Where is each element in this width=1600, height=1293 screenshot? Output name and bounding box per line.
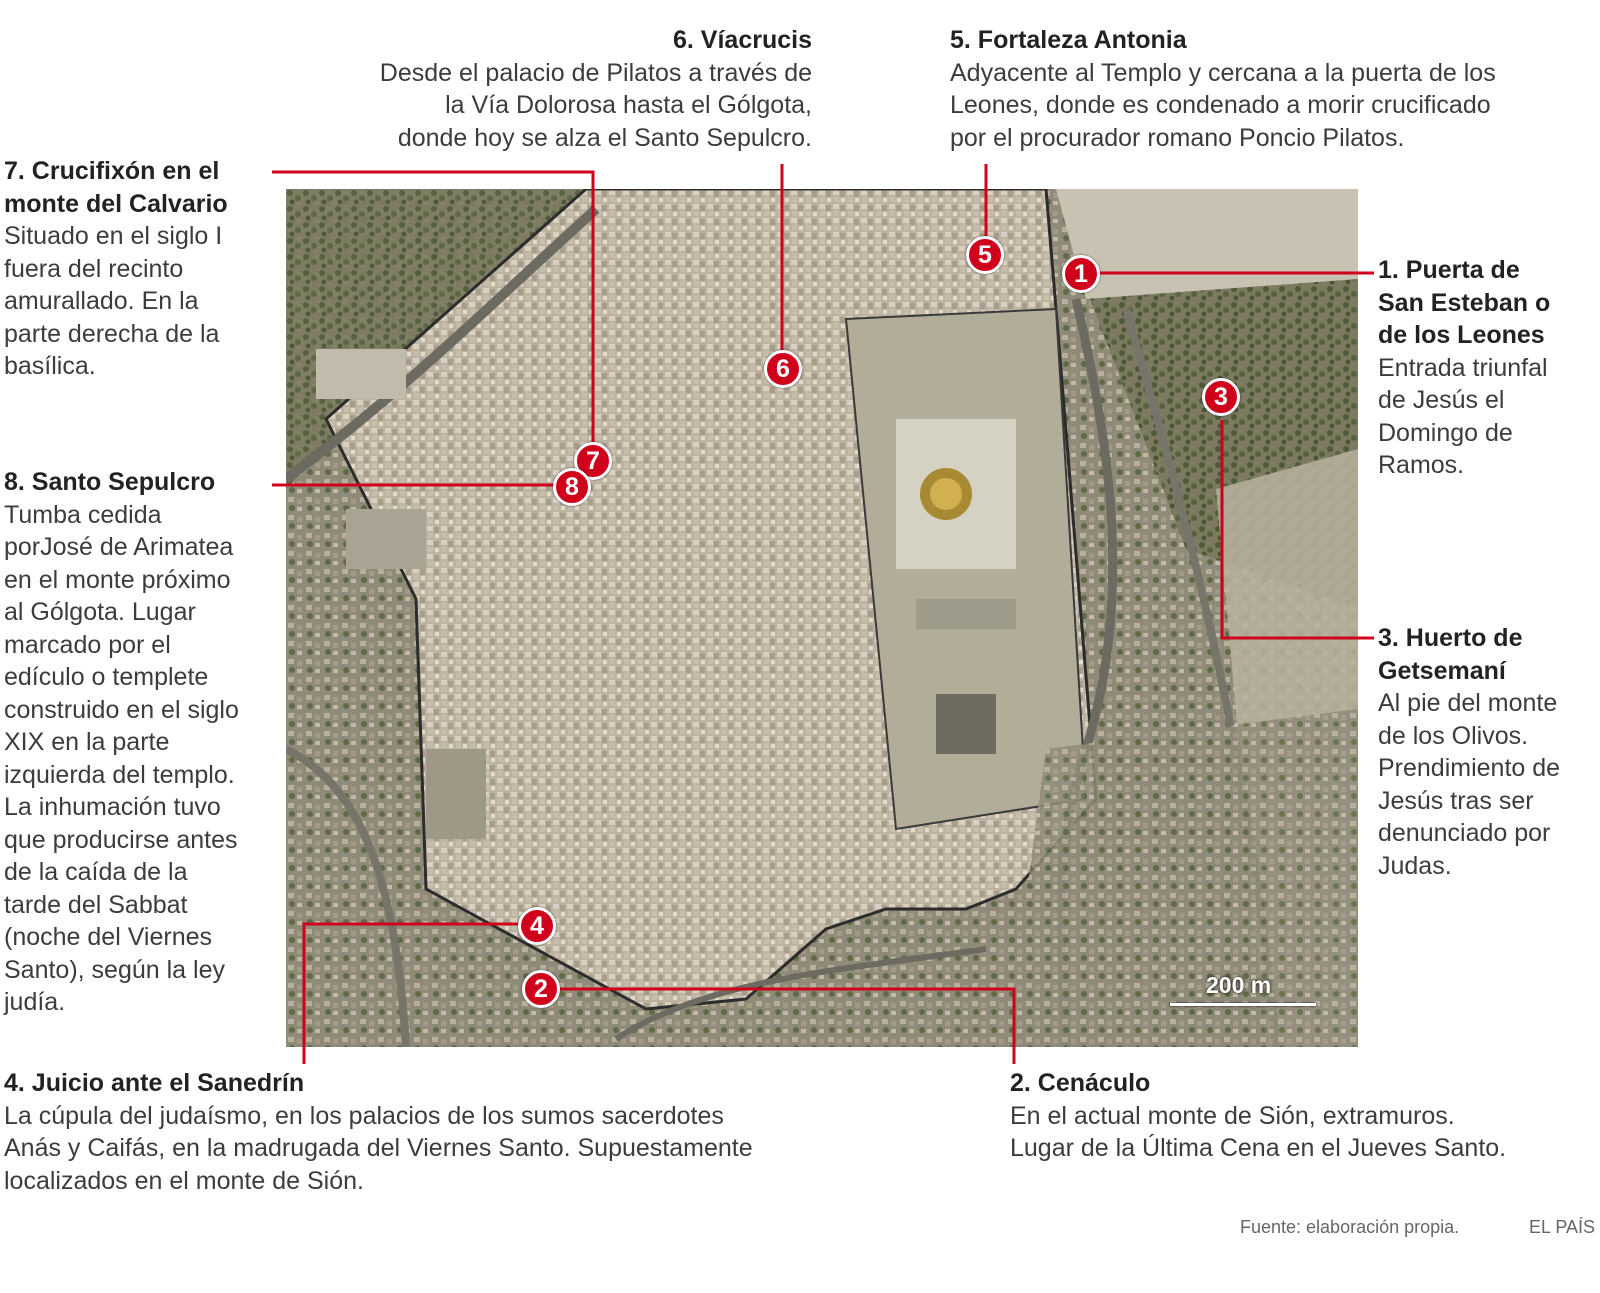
label-1-text: Entrada triunfal de Jesús el Domingo de Ramos.	[1378, 353, 1548, 479]
scale-label: 200 m	[1206, 972, 1272, 998]
label-4-sanedrin	[4, 1067, 864, 1197]
label-1-puerta-leones	[1378, 254, 1598, 482]
label-4-text: La cúpula del judaísmo, en los palacios de los sumos sacerdotes Anás y Caifás, en la madrugada del Viernes Santo. Supuestamente localizados en el monte de Sión.	[4, 1101, 753, 1195]
label-5-fortaleza-antonia	[950, 24, 1590, 154]
label-7-title: 7. Crucifixón en el monte del Calvario	[4, 157, 228, 218]
label-3-title: 3. Huerto de Getsemaní	[1378, 624, 1523, 685]
label-3-text: Al pie del monte de los Olivos. Prendimiento de Jesús tras ser denunciado por Judas.	[1378, 689, 1561, 880]
map-imagery	[286, 189, 1358, 1047]
label-2-text: En el actual monte de Sión, extramuros. Lugar de la Última Cena en el Jueves Santo.	[1010, 1101, 1507, 1162]
footer-brand: EL PAÍS	[1529, 1217, 1596, 1237]
label-6-text: Desde el palacio de Pilatos a través de la Vía Dolorosa hasta el Gólgota, donde hoy se alza el Santo Sepulcro.	[379, 58, 812, 152]
label-1-title: 1. Puerta de San Esteban o de los Leones	[1378, 256, 1551, 349]
marker-7[interactable]: 7	[574, 442, 612, 480]
label-5-title: 5. Fortaleza Antonia	[950, 26, 1187, 54]
satellite-map	[286, 189, 1358, 1047]
label-4-title: 4. Juicio ante el Sanedrín	[4, 1069, 305, 1097]
marker-2[interactable]: 2	[522, 970, 560, 1008]
marker-5[interactable]: 5	[966, 236, 1004, 274]
label-7-text: Situado en el siglo I fuera del recinto amurallado. En la parte derecha de la basílica.	[4, 222, 223, 380]
label-8-text: Tumba cedida porJosé de Arimatea en el monte próximo al Gólgota. Lugar marcado por el edículo o templete construido en el siglo XIX en la parte izquierda del templo. La inhumación tuvo que producirse antes de la caída de la tarde del Sabbat (noche del Viernes Santo), según la ley judía.	[4, 500, 239, 1016]
marker-4[interactable]: 4	[518, 907, 556, 945]
label-5-text: Adyacente al Templo y cercana a la puerta de los Leones, donde es condenado a morir crucificado por el procurador romano Poncio Pilatos.	[950, 58, 1496, 152]
label-8-title: 8. Santo Sepulcro	[4, 468, 216, 496]
label-7-crucifixion	[4, 155, 272, 383]
label-6-title: 6. Víacrucis	[673, 26, 812, 54]
marker-1[interactable]: 1	[1062, 255, 1100, 293]
marker-8[interactable]: 8	[553, 468, 591, 506]
marker-6[interactable]: 6	[764, 350, 802, 388]
label-6-viacrucis	[316, 24, 812, 154]
label-3-getsemani	[1378, 622, 1598, 882]
marker-3[interactable]: 3	[1202, 378, 1240, 416]
footer-source: Fuente: elaboración propia.	[1240, 1217, 1460, 1237]
label-2-cenaculo	[1010, 1067, 1590, 1165]
label-2-title: 2. Cenáculo	[1010, 1069, 1151, 1097]
label-8-santo-sepulcro	[4, 466, 282, 1019]
scale-bar	[1170, 1003, 1316, 1006]
